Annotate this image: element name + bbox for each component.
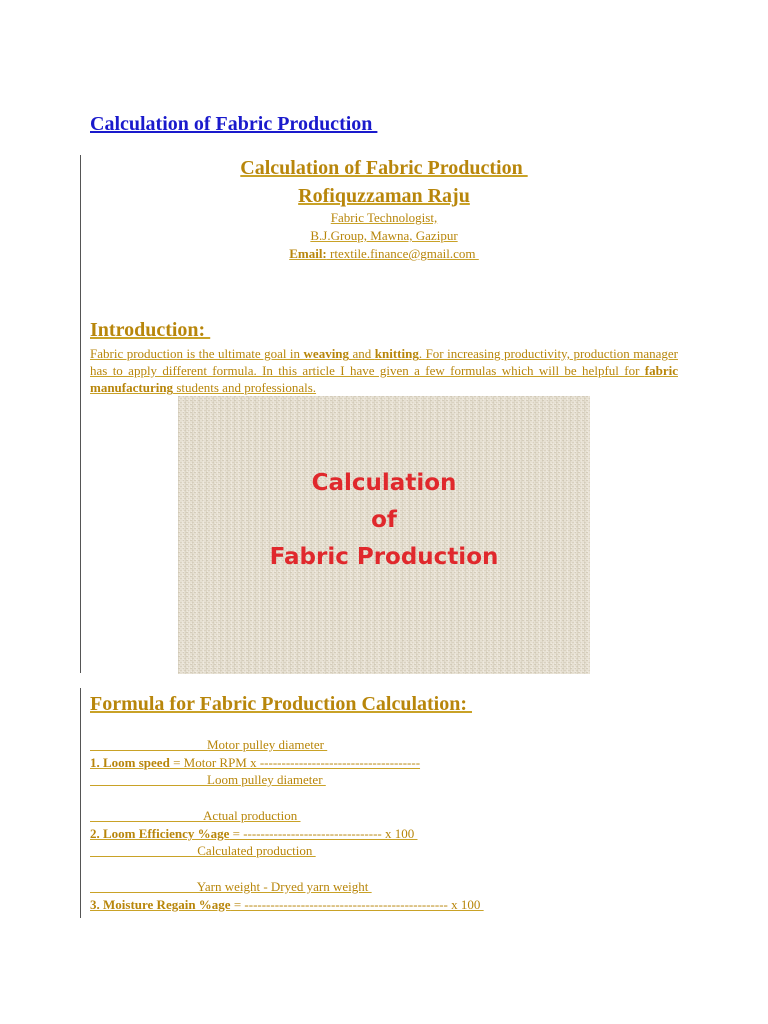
formula-heading: Formula for Fabric Production Calculation: <box>90 693 473 715</box>
hero-image-fabric-texture <box>178 396 590 674</box>
intro-keyword-weaving: weaving <box>303 346 350 361</box>
loom-speed-label: 1. Loom speed <box>90 755 170 770</box>
loom-speed-denominator: Loom pulley diameter <box>90 772 326 787</box>
moisture-regain-expression: = ----------------------------------------------- x 100 <box>230 897 484 912</box>
loom-speed-numerator: Motor pulley diameter <box>90 737 328 752</box>
introduction-paragraph <box>90 345 678 396</box>
author-role: Fabric Technologist, <box>330 210 438 225</box>
loom-efficiency-numerator: Actual production <box>90 808 301 823</box>
email-value[interactable]: rtextile.finance@gmail.com <box>326 246 479 261</box>
intro-keyword-knitting: knitting <box>374 346 419 361</box>
moisture-regain-numerator: Yarn weight - Dryed yarn weight <box>90 879 372 894</box>
fabric-texture-background <box>178 396 590 674</box>
hero-text-line2: of <box>371 507 397 533</box>
loom-efficiency-denominator: Calculated production <box>90 843 316 858</box>
intro-text-part: students and professionals. <box>173 380 317 395</box>
author-name: Rofiquzzaman Raju <box>298 185 470 207</box>
intro-keyword-fabric-manufacturing: fabric manufacturing <box>90 363 678 395</box>
loom-speed-formula <box>90 755 420 771</box>
loom-speed-expression: = Motor RPM x ------------------------------------- <box>169 755 421 770</box>
hero-text-line1: Calculation <box>311 470 457 496</box>
moisture-regain-label: 3. Moisture Regain %age <box>90 897 231 912</box>
left-border-line <box>80 155 81 673</box>
hero-text-line3: Fabric Production <box>269 544 499 570</box>
introduction-heading: Introduction: <box>90 319 211 341</box>
moisture-regain-formula <box>90 897 484 913</box>
email-label: Email: <box>289 246 327 261</box>
author-organization: B.J.Group, Mawna, Gazipur <box>310 228 458 243</box>
loom-efficiency-label: 2. Loom Efficiency %age <box>90 826 230 841</box>
page-title-link[interactable]: Calculation of Fabric Production <box>90 113 378 135</box>
intro-text-part: Fabric production is the ultimate goal in <box>90 346 304 361</box>
loom-efficiency-expression: = -------------------------------- x 100 <box>229 826 418 841</box>
intro-text-part: and <box>349 346 375 361</box>
left-border-line-lower <box>80 688 81 918</box>
loom-efficiency-formula <box>90 826 418 842</box>
author-email[interactable] <box>90 246 678 262</box>
intro-text-part: . For increasing productivity, production manager has to apply different formula. In this article I have given a few formulas which will be helpful for <box>90 346 678 378</box>
article-title: Calculation of Fabric Production <box>240 157 528 179</box>
